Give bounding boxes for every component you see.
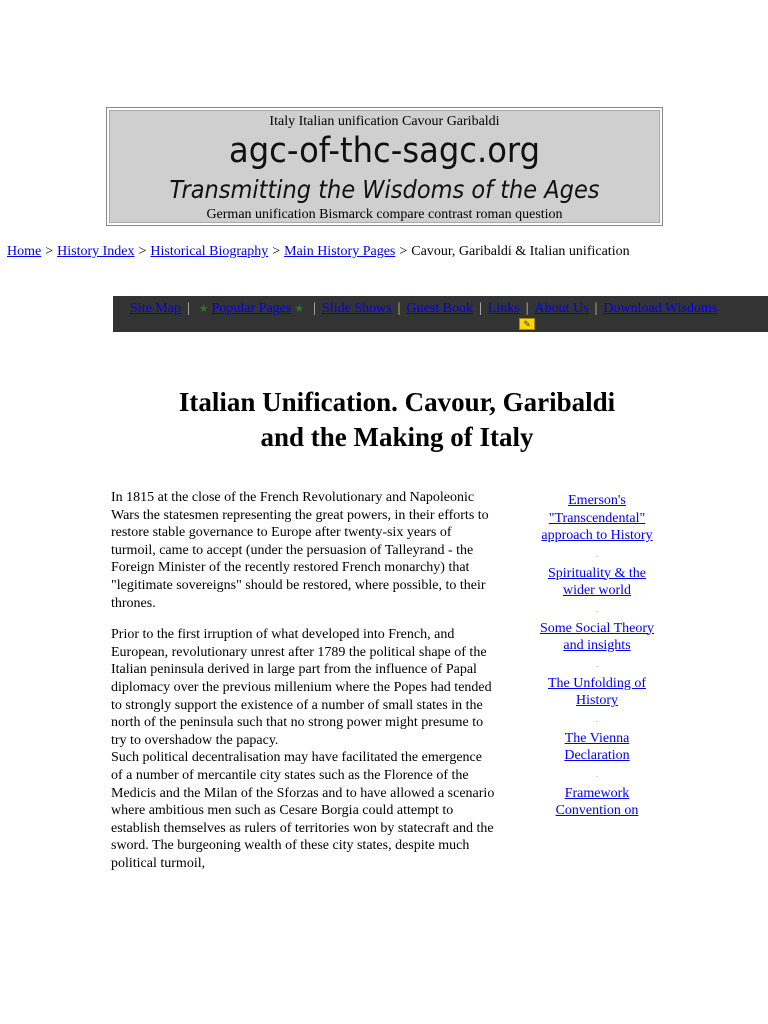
nav-separator: | — [594, 301, 598, 316]
sidebar-separator-dot: . — [596, 769, 598, 779]
nav-slide-shows-link[interactable]: Slide Shows — [322, 301, 392, 316]
nav-separator: | — [525, 301, 529, 316]
sidebar-separator-dot: . — [596, 659, 598, 669]
nav-separator: | — [478, 301, 482, 316]
article-body — [111, 489, 495, 872]
breadcrumb-current-page: Cavour, Garibaldi & Italian unification — [411, 244, 630, 259]
sidebar-link-social-theory[interactable]: Some Social Theory and insights — [539, 620, 655, 653]
article-paragraph: Such political decentralisation may have facilitated the emergence of a number of mercantile city states such as the Florence of the Medicis and the Milan of the Sforzas and to have allowed a scenario where ambitious men such as Cesare Borgia could attempt to establish themselves as rulers of territories won by statecraft and the sword. The burgeoning wealth of these city states, despite much political turmoil, — [111, 750, 495, 871]
site-name-logo: agc-of-thc-sagc.org — [228, 131, 541, 171]
nav-site-map-link[interactable]: Site Map — [130, 301, 181, 316]
sidebar-separator-dot: . — [596, 549, 598, 559]
sidebar-link-framework-convention[interactable]: Framework Convention on — [555, 785, 639, 818]
breadcrumb-historical-biography-link[interactable]: Historical Biography — [150, 244, 269, 259]
nav-guest-book-link[interactable]: Guest Book — [406, 301, 473, 316]
star-icon: ★ — [198, 303, 209, 315]
article-paragraph: Prior to the first irruption of what developed into French, and European, revolutionary unrest after 1789 the political shape of the Italian peninsula derived in large part from the influence of Papal diplomacy over the previous millenium where the Popes had tended to strongly support the existence of a number of small states in the north of the peninsula such that no strong power might presume to try to overshadow the papacy. — [111, 627, 492, 748]
page-title-line-2: and the Making of Italy — [260, 422, 534, 452]
nav-links-link[interactable]: Links — [487, 301, 520, 316]
breadcrumb-separator: > — [399, 244, 408, 259]
breadcrumb-main-history-pages-link[interactable]: Main History Pages — [284, 244, 396, 259]
sidebar-link-emerson-transcendental[interactable]: Emerson's "Transcendental" approach to History — [541, 493, 653, 543]
sidebar-separator-dot: . — [596, 714, 598, 724]
breadcrumb-history-index-link[interactable]: History Index — [57, 244, 135, 259]
page-title-line-1: Italian Unification. Cavour, Garibaldi — [178, 387, 616, 417]
sidebar-link-spirituality[interactable]: Spirituality & the wider world — [548, 565, 646, 598]
star-icon: ★ — [294, 303, 305, 315]
breadcrumb-separator: > — [138, 244, 147, 259]
breadcrumb-home-link[interactable]: Home — [7, 244, 42, 259]
banner-top-keywords: Italy Italian unification Cavour Garibaldi — [269, 114, 500, 129]
sidebar-link-vienna-declaration[interactable]: The Vienna Declaration — [564, 730, 630, 763]
site-navigation-bar — [113, 296, 768, 332]
breadcrumb — [7, 244, 630, 260]
banner-image[interactable] — [109, 110, 660, 223]
site-tagline: Transmitting the Wisdoms of the Ages — [169, 175, 600, 204]
nav-separator: | — [397, 301, 401, 316]
nav-popular-pages-link[interactable]: Popular Pages — [211, 301, 292, 316]
nav-separator: | — [186, 301, 190, 316]
banner-bottom-keywords: German unification Bismarck compare contrast roman question — [206, 207, 563, 222]
nav-separator: | — [313, 301, 317, 316]
article-paragraph: In 1815 at the close of the French Revolutionary and Napoleonic Wars the statesmen representing the great powers, in their efforts to restore stable governance to Europe after twenty-six years of turmoil, came to accept (under the persuasion of Talleyrand - the Foreign Minister of the recently restored French monarchy) that "legitimate sovereigns" should be restored, where possible, to their thrones. — [111, 490, 489, 611]
new-badge-icon[interactable]: ✎ — [519, 318, 535, 330]
related-links-sidebar — [535, 492, 659, 820]
nav-download-wisdoms-link[interactable]: Download Wisdoms — [603, 301, 718, 316]
breadcrumb-separator: > — [272, 244, 281, 259]
sidebar-link-unfolding-of-history[interactable]: The Unfolding of History — [548, 675, 646, 708]
nav-about-us-link[interactable]: About Us — [534, 301, 589, 316]
breadcrumb-separator: > — [45, 244, 54, 259]
sidebar-separator-dot: . — [596, 604, 598, 614]
page-title — [113, 385, 681, 455]
site-banner[interactable] — [106, 107, 663, 226]
